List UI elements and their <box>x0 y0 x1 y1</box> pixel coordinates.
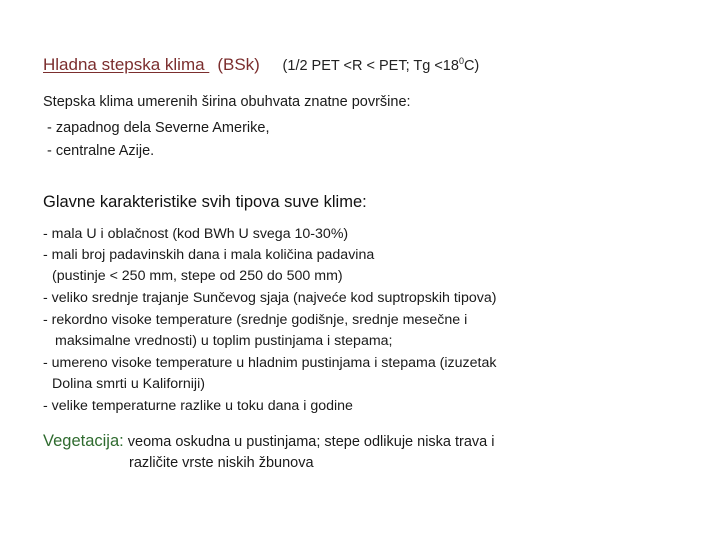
intro-item: - zapadnog dela Severne Amerike, <box>47 120 270 136</box>
characteristic-line: - mali broj padavinskih dana i mala količina padavina <box>43 247 375 263</box>
slide-title <box>43 55 479 75</box>
vegetation-label: Vegetacija: <box>43 432 124 450</box>
intro-text: Stepska klima umerenih širina obuhvata znatne površine: <box>43 94 411 110</box>
characteristic-line: - umereno visoke temperature u hladnim pustinjama i stepama (izuzetak <box>43 355 497 371</box>
intro-item: - centralne Azije. <box>47 143 155 159</box>
characteristic-line: - veliko srednje trajanje Sunčevog sjaja (najveće kod suptropskih tipova) <box>43 290 497 306</box>
characteristic-line: (pustinje < 250 mm, stepe od 250 do 500 mm) <box>52 268 343 284</box>
formula-superscript: 0 <box>458 56 464 67</box>
formula-prefix: (1/2 PET <R < PET; Tg <18 <box>282 58 459 74</box>
title-code: (BSk) <box>217 55 260 74</box>
characteristic-line: - velike temperaturne razlike u toku dana i godine <box>43 398 353 414</box>
characteristic-line: - mala U i oblačnost (kod BWh U svega 10-30%) <box>43 226 349 242</box>
characteristic-line: Dolina smrti u Kaliforniji) <box>52 376 205 392</box>
characteristic-line: - rekordno visoke temperature (srednje godišnje, srednje mesečne i <box>43 312 468 328</box>
title-main: Hladna stepska klima <box>43 55 210 74</box>
characteristics-heading: Glavne karakteristike svih tipova suve klime: <box>43 193 367 211</box>
vegetation-text: veoma oskudna u pustinjama; stepe odlikuje niska trava i <box>123 434 495 450</box>
vegetation-continuation: različite vrste niskih žbunova <box>129 455 314 471</box>
title-formula <box>283 58 480 74</box>
vegetation-line <box>43 432 495 451</box>
characteristic-line: maksimalne vrednosti) u toplim pustinjama i stepama; <box>55 333 393 349</box>
formula-suffix: C) <box>463 58 480 74</box>
